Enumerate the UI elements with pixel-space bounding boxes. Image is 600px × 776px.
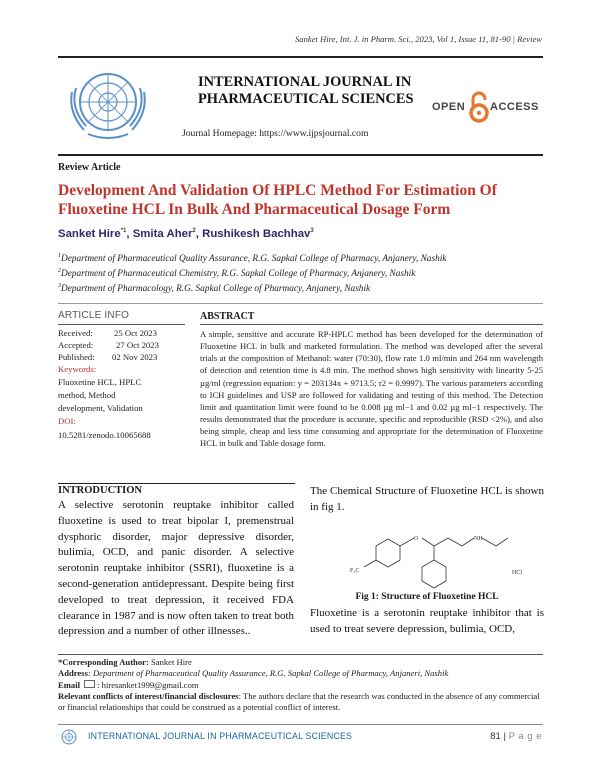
affiliation-text: Department of Pharmaceutical Quality Assurance, R.G. Sapkal College of Pharmacy, Anjanery, Nashik	[61, 254, 447, 265]
structure-intro-text: The Chemical Structure of Fluoxetine HCL is shown in fig 1.	[310, 485, 544, 513]
email-address[interactable]: : hiresanket1999@gmail.com	[97, 680, 199, 690]
footnote-rule	[58, 654, 543, 655]
doi-label: DOI:	[58, 416, 76, 426]
page-separator: |	[503, 731, 506, 742]
page-number-value: 81	[490, 731, 501, 742]
keywords-label: Keywords:	[58, 364, 97, 374]
keyword-line: method, Method	[58, 390, 116, 400]
running-header: Sanket Hire, Int. J. in Pharm. Sci., 2023, Vol 1, Issue 11, 81-90 | Review	[295, 34, 542, 44]
introduction-text: A selective serotonin reuptake inhibitor called fluoxetine is used to treat bipolar I, premenstrual dysphoric disorder, major depressive disorder, bulimia, OCD, and panic disorder. A selective serotonin reuptake inhibitor (SSRI), fluoxetine is a second-generation antidepressant. Despite being first developed to treat depression, it received FDA clearance in 1987 and is now often taken to treat both depression and a number of other illnesses..	[58, 499, 294, 638]
author-sup: 3	[310, 228, 314, 235]
author-name: Sanket Hire	[58, 228, 121, 240]
section-divider	[58, 303, 543, 304]
article-info-rule	[58, 324, 185, 325]
address-label: Address	[58, 668, 88, 678]
affiliation-sup: 1	[58, 253, 61, 259]
accepted-label: Accepted:	[58, 340, 94, 350]
affiliation-text: Department of Pharmaceutical Chemistry, R.G. Sapkal College of Pharmacy, Anjanery, Nashik	[61, 269, 416, 280]
email-line	[58, 680, 543, 691]
open-access-right: ACCESS	[490, 101, 539, 113]
introduction-heading: INTRODUCTION	[58, 483, 295, 496]
journal-homepage[interactable]: Journal Homepage: https://www.ijpsjournal.com	[182, 128, 369, 139]
corresponding-author	[58, 657, 543, 668]
hcl-label: HCl	[512, 570, 523, 576]
page-word: P a g e	[508, 731, 542, 742]
fluoxetine-structure-figure	[336, 516, 536, 592]
footer-journal-name: INTERNATIONAL JOURNAL IN PHARMACEUTICAL SCIENCES	[88, 731, 353, 741]
right-column-text: Fluoxetine is a serotonin reuptake inhibitor that is used to treat severe depression, bulimia, OCD,	[310, 607, 544, 635]
page-number	[490, 731, 542, 742]
figure-caption: Fig 1: Structure of Fluoxetine HCL	[355, 592, 499, 602]
journal-title: INTERNATIONAL JOURNAL IN PHARMACEUTICAL SCIENCES	[198, 74, 414, 107]
footer-logo-icon	[58, 728, 80, 746]
corr-label: *Corresponding Author:	[58, 657, 149, 667]
doi-link[interactable]: 10.5281/zenodo.10065688	[58, 430, 151, 440]
open-access-badge	[432, 90, 544, 126]
conflict-text: : The authors declare that the research was conducted in the absence of any commercial or financial relationships that could be construed as a potential conflict of interest.	[58, 691, 540, 712]
affiliation	[58, 253, 446, 264]
published-label: Published:	[58, 352, 95, 362]
nh-label: NH	[474, 536, 483, 542]
f3c-label: F₃C	[350, 568, 360, 574]
address-text: : Department of Pharmaceutical Quality Assurance, R.G. Sapkal College of Pharmacy, Anjaneri, Nashik	[87, 668, 449, 678]
received-date: 25 Oct 2023	[114, 328, 157, 338]
article-type: Review Article	[58, 162, 121, 173]
author-name: Smita Aher	[132, 228, 193, 240]
article-title: Development And Validation Of HPLC Method For Estimation Of Fluoxetine HCL In Bulk And Pharmaceutical Dosage Form	[58, 182, 497, 218]
author-sup: *1	[120, 228, 127, 235]
accepted-row	[58, 340, 159, 350]
affiliation-sup: 3	[58, 283, 61, 289]
keyword-line: development, Validation	[58, 403, 143, 413]
conflict-label: Relevant conflicts of interest/financial disclosures	[58, 691, 239, 701]
open-lock-icon	[468, 90, 490, 124]
journal-logo	[58, 62, 158, 146]
article-info-heading: ARTICLE INFO	[58, 310, 130, 321]
affiliation-sup: 2	[58, 268, 61, 274]
author-list: Sanket Hire$^{*1}$, Smita Aher$^2$, Rushikesh Bachhav$^3$	[58, 228, 314, 240]
accepted-date: 27 Oct 2023	[116, 340, 159, 350]
oxygen-label: O	[414, 536, 419, 542]
received-label: Received:	[58, 328, 93, 338]
abstract-text: A simple, sensitive and accurate RP-HPLC method has been developed for the determination of Fluoxetine HCL in bulk and marketed formulation. The method was developed after the several trials at the composition of Methanol: water (70:30), flow rate 1.0 ml/min and 264 nm wavelength of detection and retention time is 4.8 min. The method shows high sensitivity with linearity 5-25 µg/ml (regression equation: y = 203134x + 9713.5; r2 = 0.9997). The various parameters according to ICH guidelines and USP are followed for validating and testing of this method. The Detection limit and quantitation limit were found to be 0.008 µg ml−1 and 0.02 µg ml−1 respectively. The results demonstrated that the procedure is accurate, specific and reproducible (RSD <2%), and also being simple, cheap and less time consuming and appropriate for the determination of Fluoxetine HCL in bulk and Table dosage form.	[200, 329, 543, 449]
affiliation	[58, 268, 415, 279]
abstract-heading: ABSTRACT	[200, 311, 255, 322]
keyword-line: Fluoxetine HCL, HPLC	[58, 377, 142, 387]
corr-name: Sanket Hire	[150, 657, 192, 667]
open-access-left: OPEN	[432, 101, 466, 113]
email-label: Email	[58, 680, 80, 690]
abstract-rule	[200, 324, 543, 325]
footer-rule	[58, 724, 543, 725]
email-icon	[84, 680, 95, 688]
affiliation-text: Department of Pharmacology, R.G. Sapkal College of Pharmacy, Anjanery, Nashik	[61, 284, 371, 295]
author-name: Rushikesh Bachhav	[202, 228, 311, 240]
published-date: 02 Nov 2023	[112, 352, 158, 362]
affiliation	[58, 283, 370, 294]
address-line	[58, 668, 543, 679]
conflict-line	[58, 691, 543, 713]
received-row	[58, 328, 157, 338]
published-row	[58, 352, 157, 362]
author-sup: 2	[192, 228, 196, 235]
